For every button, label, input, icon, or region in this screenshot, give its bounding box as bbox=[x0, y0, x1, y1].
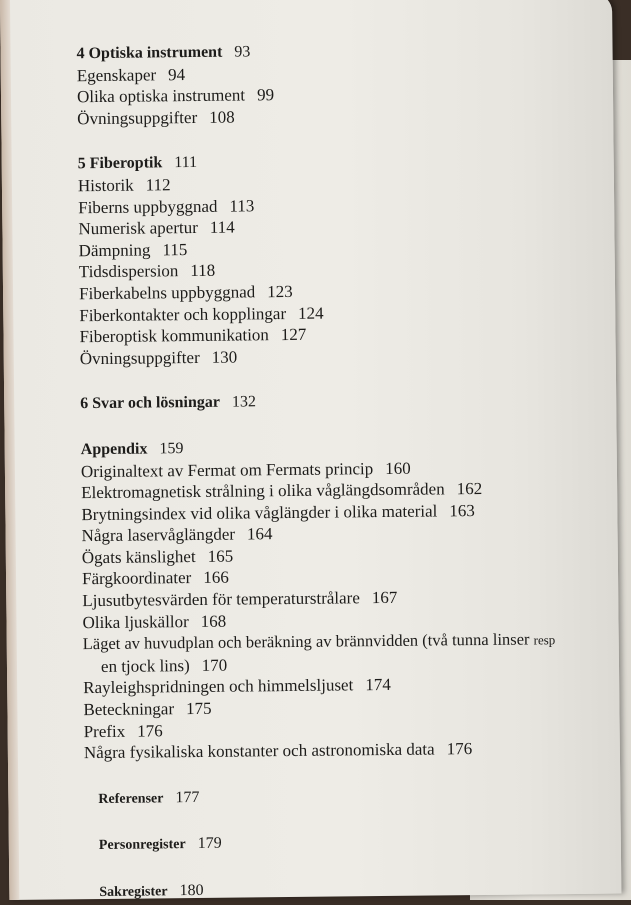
item-label: en tjock lins) bbox=[100, 655, 190, 676]
page-number: 164 bbox=[246, 524, 273, 544]
page-number: 163 bbox=[449, 500, 475, 521]
item-label: Ögats känslighet bbox=[81, 546, 196, 568]
page-number: 168 bbox=[200, 611, 227, 631]
page-number: 175 bbox=[185, 698, 212, 719]
page-number: 165 bbox=[207, 546, 234, 566]
item-label: Övningsuppgifter bbox=[79, 347, 200, 368]
page-number: 177 bbox=[175, 788, 200, 807]
item-label: Läget av huvudplan och beräkning av brännvidden (två tunna linser bbox=[82, 629, 530, 654]
page-number: 112 bbox=[145, 175, 171, 195]
page-number: 130 bbox=[211, 347, 238, 367]
item-label: Brytningsindex vid olika våglängder i olika material bbox=[81, 501, 438, 524]
item-label: Dämpning bbox=[78, 240, 151, 260]
page-number: 160 bbox=[385, 458, 411, 478]
page-number: 132 bbox=[231, 393, 257, 411]
page-number: 170 bbox=[201, 655, 228, 675]
item-label: Övningsuppgifter bbox=[77, 107, 198, 128]
page-number: 114 bbox=[209, 217, 235, 237]
item-label: Några laservåglängder bbox=[81, 524, 236, 546]
page-edge bbox=[0, 0, 19, 900]
page-number: 93 bbox=[234, 43, 251, 61]
item-label: Beteckningar bbox=[83, 699, 175, 720]
page-number: 113 bbox=[229, 195, 255, 216]
item-label: Historik bbox=[77, 175, 134, 196]
item-label: Olika optiska instrument bbox=[76, 85, 246, 107]
page-number: 99 bbox=[257, 85, 275, 105]
page-number: 123 bbox=[267, 281, 293, 302]
page-number: 127 bbox=[280, 324, 307, 345]
item-label: Färgkoordinater bbox=[81, 568, 192, 589]
item-label: Fiberkontakter och kopplingar bbox=[79, 303, 287, 325]
page-number: 162 bbox=[456, 479, 483, 499]
chapter-title: 5 Fiberoptik bbox=[77, 154, 163, 173]
page-number: 124 bbox=[297, 303, 324, 323]
item-label: Några fysikaliska konstanter och astronomiska data bbox=[83, 739, 435, 763]
page-number: 111 bbox=[174, 154, 198, 172]
item-label-resp: resp bbox=[533, 632, 556, 648]
page-number: 94 bbox=[168, 64, 186, 84]
item-label: Egenskaper bbox=[76, 64, 157, 85]
item-label: Ljusutbytesvärden för temperaturstrålare bbox=[82, 588, 360, 611]
page-number: 118 bbox=[190, 261, 216, 281]
page-number: 115 bbox=[162, 239, 188, 260]
chapter-title: 6 Svar och lösningar bbox=[80, 394, 221, 413]
item-label: Prefix bbox=[83, 721, 126, 741]
item-label: Originaltext av Fermat om Fermats princip bbox=[80, 458, 374, 481]
page-number: 159 bbox=[159, 440, 184, 458]
item-label: Elektromagnetisk strålning i olika våglängdsområden bbox=[81, 479, 445, 503]
section-title: Sakregister bbox=[99, 884, 168, 901]
item-label: Tidsdispersion bbox=[78, 261, 179, 282]
item-label: Fiberoptisk kommunikation bbox=[79, 325, 269, 347]
appendix-title: Appendix bbox=[80, 440, 148, 459]
page-number: 167 bbox=[371, 587, 398, 608]
toc-sakregister bbox=[99, 876, 558, 903]
section-title: Referenser bbox=[98, 791, 164, 807]
item-label: Numerisk apertur bbox=[78, 218, 198, 239]
chapter-title: 4 Optiska instrument bbox=[76, 43, 223, 63]
table-of-contents bbox=[76, 38, 558, 903]
item-label: Fiberns uppbyggnad bbox=[78, 196, 218, 217]
page-number: 180 bbox=[179, 881, 204, 900]
page-number: 108 bbox=[209, 107, 235, 127]
page-number: 176 bbox=[446, 739, 473, 759]
item-label: Fiberkabelns uppbyggnad bbox=[78, 282, 256, 304]
page-number: 179 bbox=[197, 835, 222, 853]
section-title: Personregister bbox=[98, 837, 186, 854]
page-number: 176 bbox=[137, 720, 163, 741]
page-number: 174 bbox=[365, 675, 391, 695]
page-number: 166 bbox=[203, 568, 229, 588]
item-label: Rayleighspridningen och himmelsljuset bbox=[83, 675, 354, 698]
item-label: Olika ljuskällor bbox=[82, 611, 189, 632]
